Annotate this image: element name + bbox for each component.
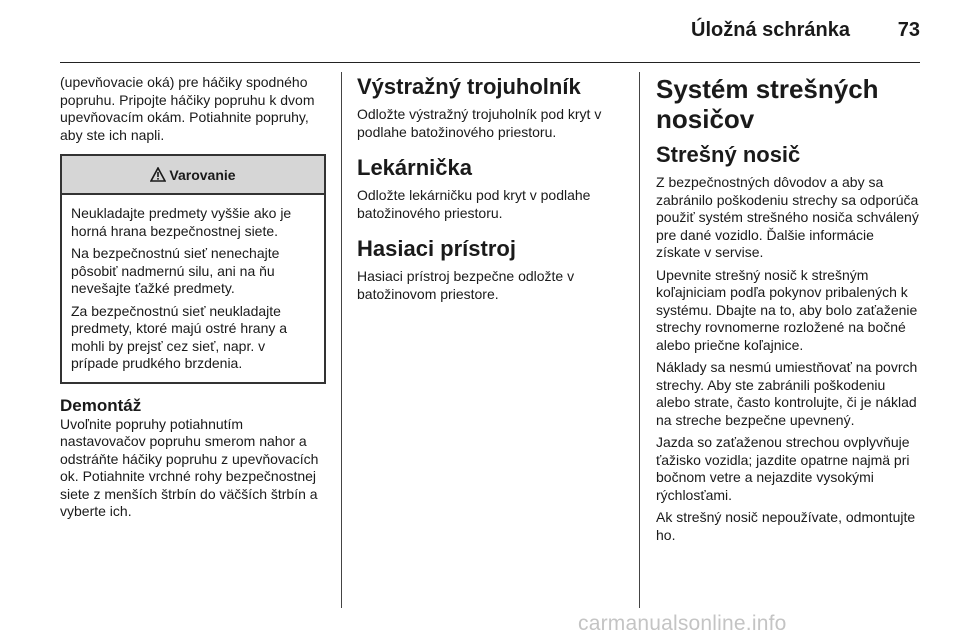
page-header — [60, 0, 920, 63]
roof-paragraph: Náklady sa nesmú umiestňovať na povrch strechy. Aby ste zabránili poškodeniu alebo strate, často kontrolujte, či je náklad na streche bezpečne upevnený. — [656, 359, 918, 428]
warning-box — [60, 154, 326, 384]
triangle-heading: Výstražný trojuholník — [357, 74, 581, 99]
page-number: 73 — [897, 19, 920, 41]
roof-paragraph: Z bezpečnostných dôvodov a aby sa zabránilo poškodeniu strechy sa odporúča použiť systém strešného nosiča schválený pre dané vozidlo. Ďalšie informácie získate v servise. — [656, 174, 919, 260]
watermark: carmanualsonline.info — [578, 612, 787, 635]
firstaid-heading: Lekárnička — [357, 155, 472, 180]
removal-paragraph: Uvoľnite popruhy potiahnutím nastavovačov popruhu smerom nahor a odstráňte háčiky popruhu z upevňovacích ok. Potiahnite vrchné rohy bezpečnostnej siete z menších štrbín do väčších štrbín a vyberte ich. — [60, 415, 319, 519]
triangle-paragraph: Odložte výstražný trojuholník pod kryt v podlahe batožinového priestoru. — [357, 106, 602, 140]
warning-title: Varovanie — [169, 166, 236, 183]
roof-paragraph: Upevnite strešný nosič k strešným koľajniciam podľa pokynov pribalených k systému. Dbajte na to, aby bolo zaťaženie strechy rovnomerne rozložené na bočné alebo priečne koľajnice. — [656, 266, 918, 353]
column-divider — [639, 72, 640, 608]
warning-paragraph: Za bezpečnostnú sieť neukladajte predmety, ktoré majú ostré hrany a mohli by prejsť cez sieť, napr. v prípade prudkého brzdenia. — [71, 302, 288, 371]
roof-rack-heading: Strešný nosič — [656, 142, 801, 167]
column-divider — [341, 72, 342, 608]
warning-paragraph: Neukladajte predmety vyššie ako je horná hrana bezpečnostnej siete. — [71, 205, 292, 239]
roof-paragraph: Jazda so zaťaženou strechou ovplyvňuje ťažisko vozidla; jazdite opatrne najmä pri bočnom vetre a nejazdite vysokými rýchlosťami. — [656, 434, 910, 503]
warning-body — [62, 195, 324, 382]
warning-triangle-icon — [150, 167, 166, 182]
column-middle — [357, 74, 625, 308]
roof-system-heading: Systém strešných nosičov — [656, 74, 879, 134]
column-left — [60, 74, 326, 526]
warning-header — [62, 156, 324, 195]
roof-paragraph: Ak strešný nosič nepoužívate, odmontujte ho. — [656, 509, 916, 543]
intro-paragraph: (upevňovacie oká) pre háčiky spodného popruhu. Pripojte háčiky popruhu k dvom upevňovacím okám. Potiahnite popruhy, aby ste ich napli. — [60, 74, 315, 143]
warning-paragraph: Na bezpečnostnú sieť nenechajte pôsobiť nadmernú silu, ani na ňu nevešajte ťažké predmety. — [71, 245, 280, 296]
firstaid-paragraph: Odložte lekárničku pod kryt v podlahe batožinového priestoru. — [357, 187, 591, 221]
column-right — [656, 74, 922, 549]
extinguisher-paragraph: Hasiaci prístroj bezpečne odložte v batožinovom priestore. — [357, 268, 575, 302]
removal-heading: Demontáž — [60, 395, 142, 415]
header-title: Úložná schránka — [691, 19, 850, 41]
extinguisher-heading: Hasiaci prístroj — [357, 236, 516, 261]
